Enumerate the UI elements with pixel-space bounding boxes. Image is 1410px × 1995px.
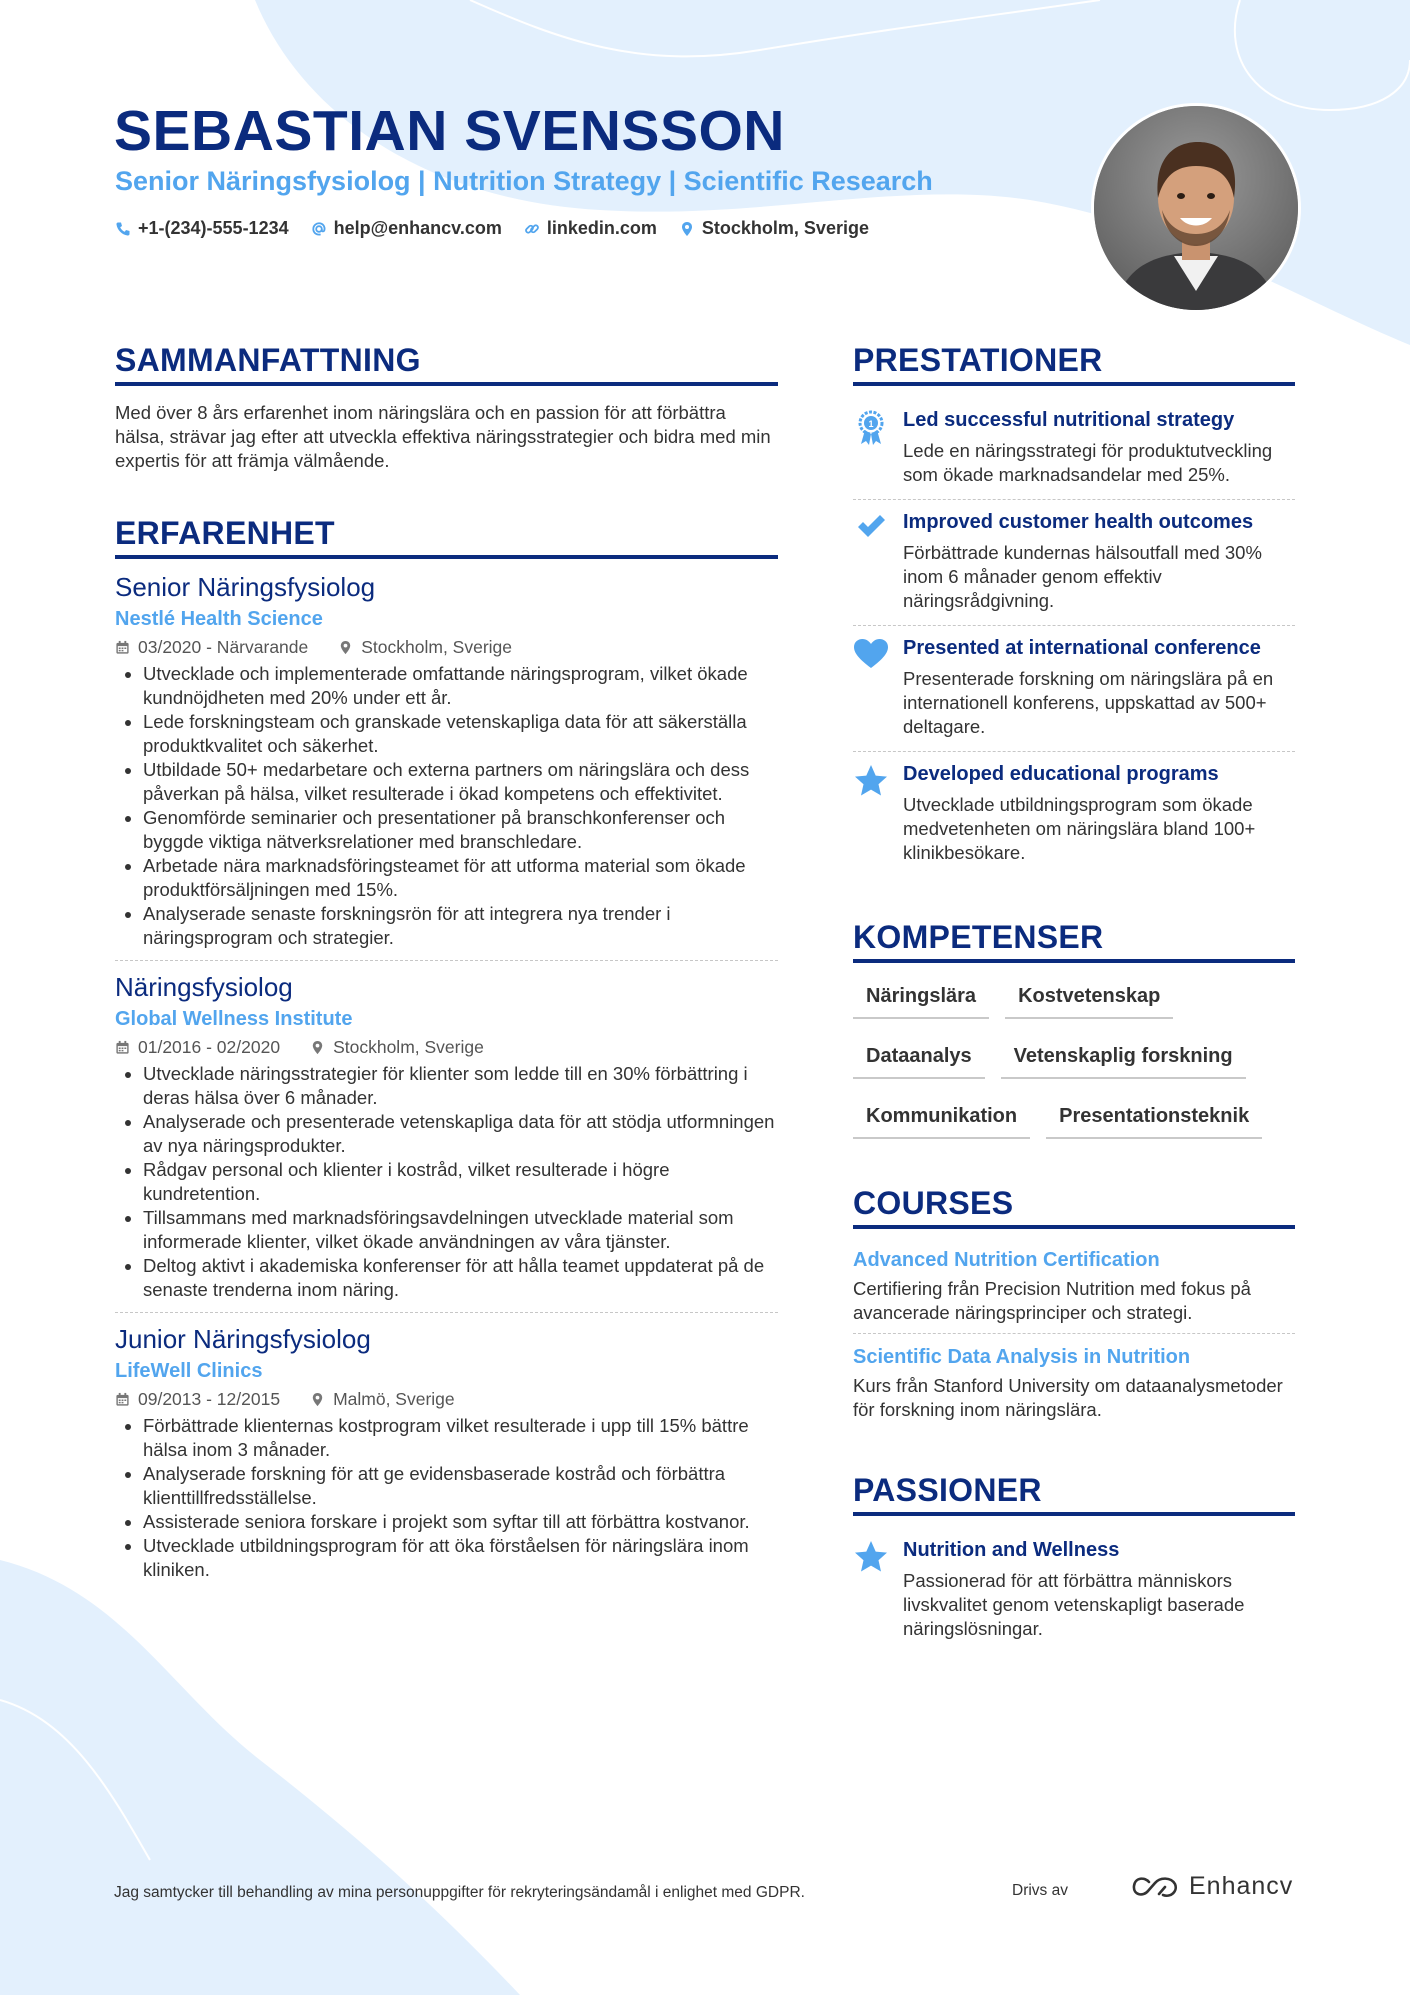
- job-title: Näringsfysiolog: [115, 972, 293, 1002]
- right-column: [853, 342, 1295, 1653]
- passions-list: [853, 1528, 1295, 1653]
- calendar-icon: [115, 1392, 130, 1407]
- job-dates: [115, 1388, 280, 1410]
- phone-text: +1-(234)-555-1234: [138, 218, 289, 238]
- job-entry: [115, 571, 778, 960]
- job-company: Nestlé Health Science: [115, 608, 323, 630]
- location-pin-icon: [679, 221, 695, 237]
- job-bullet: • Utvecklade och implementerade omfattande näringsprogram, vilket ökade kundnöjdheten med 20% under ett år.: [143, 662, 778, 710]
- contact-bar: [115, 218, 869, 239]
- job-entry: [115, 960, 778, 1312]
- skills-title: KOMPETENSER: [853, 919, 1295, 963]
- job-title: Junior Näringsfysiolog: [115, 1324, 371, 1354]
- achievement-title: Presented at international conference: [903, 637, 1261, 659]
- skill-tag: Vetenskaplig forskning: [1001, 1037, 1246, 1079]
- job-bullets: [115, 662, 778, 950]
- job-bullet: • Deltog aktivt i akademiska konferenser för att hålla teamet uppdaterat på de senaste trenderna inom näring.: [143, 1254, 778, 1302]
- job-meta: [115, 1036, 778, 1058]
- job-dates: [115, 1036, 280, 1058]
- enhancv-logo[interactable]: [1131, 1872, 1293, 1901]
- at-sign-icon: [311, 221, 327, 237]
- job-bullet: • Utbildade 50+ medarbetare och externa partners om näringslära och dess påverkan på hälsa, vilket resulterade i ökad kompetens och effektivitet.: [143, 758, 778, 806]
- experience-section: [115, 515, 778, 1592]
- courses-section: [853, 1185, 1295, 1430]
- linkedin-text: linkedin.com: [546, 218, 657, 238]
- job-meta: [115, 636, 778, 658]
- job-location-text: Stockholm, Sverige: [361, 637, 513, 657]
- job-location: [310, 1036, 484, 1058]
- course-title: Advanced Nutrition Certification: [853, 1249, 1160, 1271]
- headline: Senior Näringsfysiolog | Nutrition Strategy | Scientific Research: [115, 166, 933, 196]
- skill-tag: Näringslära: [853, 977, 989, 1019]
- course-item: [853, 1237, 1295, 1333]
- passion-item: [853, 1528, 1295, 1653]
- award-ribbon-icon: [855, 410, 887, 446]
- location-text: Stockholm, Sverige: [701, 218, 869, 238]
- course-title: Scientific Data Analysis in Nutrition: [853, 1346, 1191, 1368]
- summary-title: SAMMANFATTNING: [115, 342, 778, 386]
- achievements-section: [853, 342, 1295, 877]
- calendar-icon: [115, 1040, 130, 1055]
- phone-icon: [115, 221, 131, 237]
- job-company: Global Wellness Institute: [115, 1008, 353, 1030]
- achievement-desc: Presenterade forskning om näringslära på en internationell konferens, uppskattad av 500+ deltagare.: [903, 668, 1274, 737]
- job-dates-text: 09/2013 - 12/2015: [138, 1389, 281, 1409]
- job-bullet: • Analyserade forskning för att ge evidensbaserade kostråd och förbättra klienttillfredsställelse.: [143, 1462, 778, 1510]
- job-bullet: • Förbättrade klienternas kostprogram vilket resulterade i upp till 15% bättre hälsa inom 3 månader.: [143, 1414, 778, 1462]
- contact-location: [679, 218, 869, 239]
- link-icon: [524, 221, 540, 237]
- checkmark-icon: [855, 512, 887, 540]
- achievement-item: [853, 625, 1295, 751]
- contact-email[interactable]: [311, 218, 502, 239]
- achievement-item: [853, 499, 1295, 625]
- job-bullets: [115, 1062, 778, 1302]
- job-bullet: • Tillsammans med marknadsföringsavdelningen utvecklade material som informerade klienter, vilket ökade användningen av våra tjänster.: [143, 1206, 778, 1254]
- achievement-desc: Förbättrade kundernas hälsoutfall med 30% inom 6 månader genom effektiv näringsrådgivning.: [903, 542, 1262, 611]
- job-bullet: • Arbetade nära marknadsföringsteamet för att utforma material som ökade produktförsäljningen med 15%.: [143, 854, 778, 902]
- gdpr-consent-note: Jag samtycker till behandling av mina personuppgifter för rekryteringsändamål i enlighet med GDPR.: [114, 1884, 805, 1901]
- skill-tag: Dataanalys: [853, 1037, 985, 1079]
- enhancv-wordmark: Enhancv: [1189, 1872, 1294, 1900]
- course-desc: Certifiering från Precision Nutrition med fokus på avancerade näringsprinciper och strategi.: [853, 1278, 1251, 1323]
- skills-section: [853, 919, 1295, 1139]
- job-bullet: • Rådgav personal och klienter i kostråd, vilket resulterade i högre kundretention.: [143, 1158, 778, 1206]
- location-pin-icon: [310, 1040, 325, 1055]
- job-dates: [115, 636, 308, 658]
- job-title: Senior Näringsfysiolog: [115, 572, 376, 602]
- passion-desc: Passionerad för att förbättra människors livskvalitet genom vetenskapligt baserade näringslösningar.: [903, 1570, 1245, 1639]
- course-desc: Kurs från Stanford University om dataanalysmetoder för forskning inom näringslära.: [853, 1375, 1283, 1420]
- job-bullet: • Utvecklade utbildningsprogram för att öka förståelsen för näringslära inom kliniken.: [143, 1534, 778, 1582]
- job-bullet: • Analyserade och presenterade vetenskapliga data för att stödja utformningen av nya näringsprodukter.: [143, 1110, 778, 1158]
- summary-text: Med över 8 års erfarenhet inom näringslära och en passion för att förbättra hälsa, strävar jag efter att utveckla effektiva näringsstrategier och bidra med min expertis för att främja välmående.: [115, 402, 771, 471]
- job-location-text: Malmö, Sverige: [333, 1389, 455, 1409]
- heart-icon: [853, 638, 889, 670]
- course-item: [853, 1333, 1295, 1430]
- job-entry: [115, 1312, 778, 1592]
- job-company: LifeWell Clinics: [115, 1360, 263, 1382]
- job-meta: [115, 1388, 778, 1410]
- left-column: [115, 342, 778, 1592]
- enhancv-logo-icon: [1131, 1874, 1179, 1900]
- svg-text:1: 1: [868, 419, 874, 429]
- job-bullets: [115, 1414, 778, 1582]
- summary-section: [115, 342, 778, 473]
- profile-photo: [1091, 103, 1301, 313]
- experience-title: ERFARENHET: [115, 515, 778, 559]
- skill-tag: Kostvetenskap: [1005, 977, 1173, 1019]
- achievement-title: Led successful nutritional strategy: [903, 409, 1235, 431]
- contact-linkedin[interactable]: [524, 218, 657, 239]
- job-dates-text: 03/2020 - Närvarande: [138, 637, 309, 657]
- calendar-icon: [115, 640, 130, 655]
- job-bullet: • Genomförde seminarier och presentationer på branschkonferenser och byggde viktiga nätverksrelationer med branschledare.: [143, 806, 778, 854]
- star-icon: [854, 764, 888, 798]
- job-bullet: • Analyserade senaste forskningsrön för att integrera nya trender i näringsprogram och strategier.: [143, 902, 778, 950]
- achievement-title: Improved customer health outcomes: [903, 511, 1254, 533]
- passion-title: Nutrition and Wellness: [903, 1539, 1120, 1561]
- achievement-desc: Lede en näringsstrategi för produktutveckling som ökade marknadsandelar med 25%.: [903, 440, 1273, 485]
- job-bullet: • Assisterade seniora forskare i projekt som syftar till att förbättra kostvanor.: [143, 1510, 778, 1534]
- achievement-item: [853, 398, 1295, 499]
- powered-by-label: Drivs av: [1012, 1882, 1068, 1899]
- achievement-title: Developed educational programs: [903, 763, 1219, 785]
- achievement-desc: Utvecklade utbildningsprogram som ökade medvetenheten om näringslära bland 100+ klinikbesökare.: [903, 794, 1256, 863]
- email-text: help@enhancv.com: [333, 218, 502, 238]
- passions-title: PASSIONER: [853, 1472, 1295, 1516]
- achievements-list: [853, 398, 1295, 877]
- achievements-title: PRESTATIONER: [853, 342, 1295, 386]
- achievement-item: [853, 751, 1295, 877]
- skills-list: [853, 977, 1295, 1139]
- job-bullet: • Utvecklade näringsstrategier för klienter som ledde till en 30% förbättring i deras hälsa över 6 månader.: [143, 1062, 778, 1110]
- skill-tag: Kommunikation: [853, 1097, 1030, 1139]
- courses-title: COURSES: [853, 1185, 1295, 1229]
- contact-phone[interactable]: [115, 218, 289, 239]
- passions-section: [853, 1472, 1295, 1653]
- job-location-text: Stockholm, Sverige: [333, 1037, 484, 1057]
- star-icon: [854, 1540, 888, 1574]
- job-dates-text: 01/2016 - 02/2020: [138, 1037, 281, 1057]
- location-pin-icon: [310, 1392, 325, 1407]
- location-pin-icon: [338, 640, 353, 655]
- skill-tag: Presentationsteknik: [1046, 1097, 1262, 1139]
- job-location: [338, 636, 512, 658]
- candidate-name: SEBASTIAN SVENSSON: [114, 99, 785, 163]
- job-bullet: • Lede forskningsteam och granskade vetenskapliga data för att säkerställa produktkvalitet och säkerhet.: [143, 710, 778, 758]
- job-location: [310, 1388, 455, 1410]
